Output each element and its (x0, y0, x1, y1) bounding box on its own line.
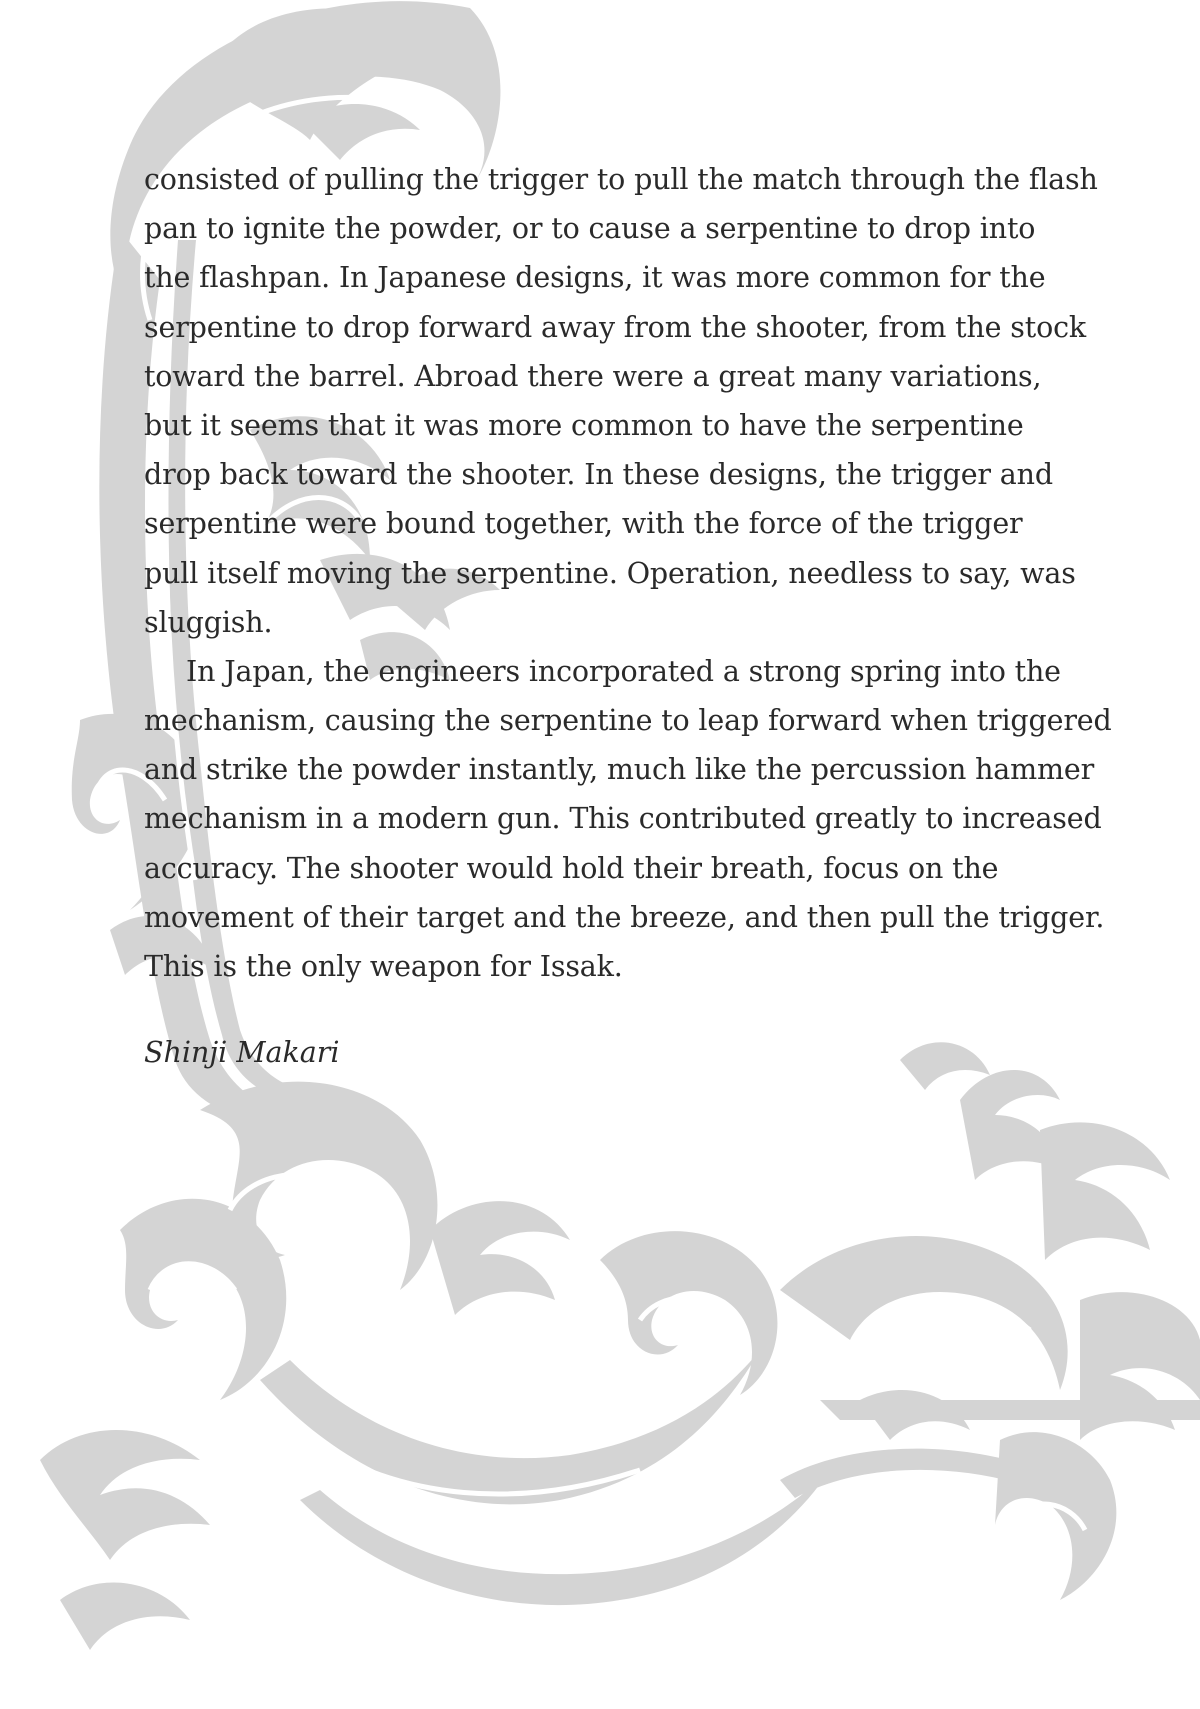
text-line: toward the barrel. Abroad there were a great many variations, (144, 359, 1042, 393)
text-line: the flashpan. In Japanese designs, it was more common for the (144, 261, 1046, 295)
text-line: movement of their target and the breeze, and then pull the trigger. (144, 900, 1105, 934)
author-signature: Shinji Makari (144, 1036, 340, 1069)
text-line: In Japan, the engineers incorporated a strong spring into the (186, 654, 1061, 688)
text-line: accuracy. The shooter would hold their breath, focus on the (144, 851, 999, 885)
text-line: mechanism, causing the serpentine to leap forward when triggered (144, 704, 1112, 738)
text-line: consisted of pulling the trigger to pull the match through the flash (144, 163, 1098, 196)
text-line: drop back toward the shooter. In these designs, the trigger and (144, 458, 1053, 492)
text-line: serpentine were bound together, with the force of the trigger (144, 507, 1023, 541)
text-line: This is the only weapon for Issak. (144, 950, 623, 983)
text-line: pan to ignite the powder, or to cause a serpentine to drop into (144, 212, 1036, 246)
text-line: and strike the powder instantly, much like the percussion hammer (144, 753, 1095, 787)
text-line: pull itself moving the serpentine. Operation, needless to say, was (144, 556, 1076, 590)
body-text (144, 155, 1112, 991)
text-line: sluggish. (144, 605, 273, 639)
text-line: mechanism in a modern gun. This contributed greatly to increased (144, 802, 1102, 836)
text-line: serpentine to drop forward away from the shooter, from the stock (144, 310, 1087, 344)
text-line: but it seems that it was more common to have the serpentine (144, 408, 1024, 442)
